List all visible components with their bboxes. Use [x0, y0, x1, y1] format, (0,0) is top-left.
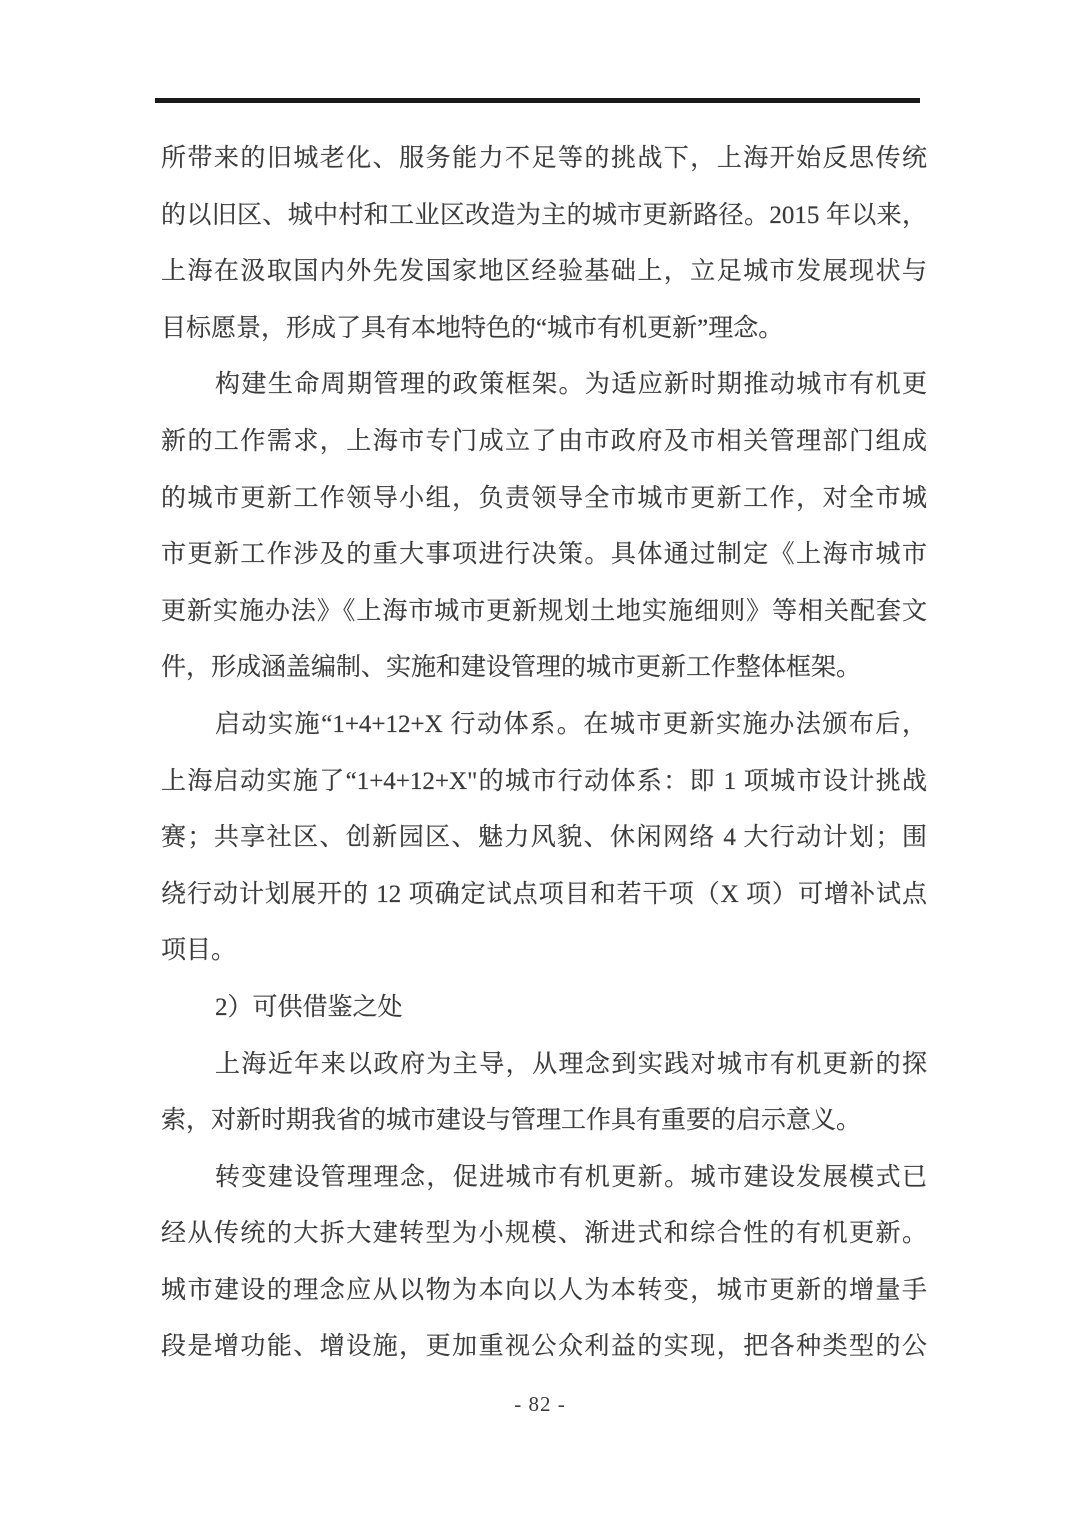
text-line: 目标愿景，形成了具有本地特色的“城市有机更新”理念。	[161, 314, 784, 342]
text-line: 经从传统的大拆大建转型为小规模、渐进式和综合性的有机更新。	[161, 1220, 927, 1248]
page-number: - 82 -	[514, 1392, 566, 1416]
text-line: 赛；共享社区、创新园区、魅力风貌、休闲网络 4 大行动计划；围	[161, 824, 927, 852]
text-line: 市更新工作涉及的重大事项进行决策。具体通过制定《上海市城市	[161, 541, 927, 569]
text-line: 项目。	[161, 937, 237, 965]
header-rule	[155, 98, 920, 103]
text-line: 构建生命周期管理的政策框架。为适应新时期推动城市有机更	[215, 371, 927, 399]
text-line: 启动实施“1+4+12+X 行动体系。在城市更新实施办法颁布后，	[215, 710, 927, 738]
text-line: 段是增功能、增设施，更加重视公众利益的实现，把各种类型的公	[161, 1333, 927, 1361]
text-line: 的城市更新工作领导小组，负责领导全市城市更新工作，对全市城	[161, 484, 927, 512]
text-line: 更新实施办法》《上海市城市更新规划土地实施细则》等相关配套文	[161, 597, 927, 625]
text-line: 新的工作需求，上海市专门成立了由市政府及市相关管理部门组成	[161, 427, 927, 455]
text-line: 转变建设管理理念，促进城市有机更新。城市建设发展模式已	[215, 1163, 927, 1191]
text-line: 2）可供借鉴之处	[215, 993, 403, 1021]
text-line: 上海在汲取国内外先发国家地区经验基础上，立足城市发展现状与	[161, 258, 927, 286]
text-line: 件，形成涵盖编制、实施和建设管理的城市更新工作整体框架。	[161, 654, 862, 682]
text-line: 所带来的旧城老化、服务能力不足等的挑战下，上海开始反思传统	[161, 145, 927, 172]
document-body	[161, 131, 927, 1376]
text-line: 城市建设的理念应从以物为本向以人为本转变，城市更新的增量手	[161, 1276, 927, 1304]
text-line: 绕行动计划展开的 12 项确定试点项目和若干项（X 项）可增补试点	[161, 880, 927, 908]
text-line: 上海启动实施了“1+4+12+X"的城市行动体系：即 1 项城市设计挑战	[161, 767, 927, 795]
text-line: 的以旧区、城中村和工业区改造为主的城市更新路径。2015 年以来，	[161, 201, 927, 229]
text-line: 上海近年来以政府为主导，从理念到实践对城市有机更新的探	[215, 1050, 927, 1078]
text-line: 索，对新时期我省的城市建设与管理工作具有重要的启示意义。	[161, 1107, 862, 1135]
